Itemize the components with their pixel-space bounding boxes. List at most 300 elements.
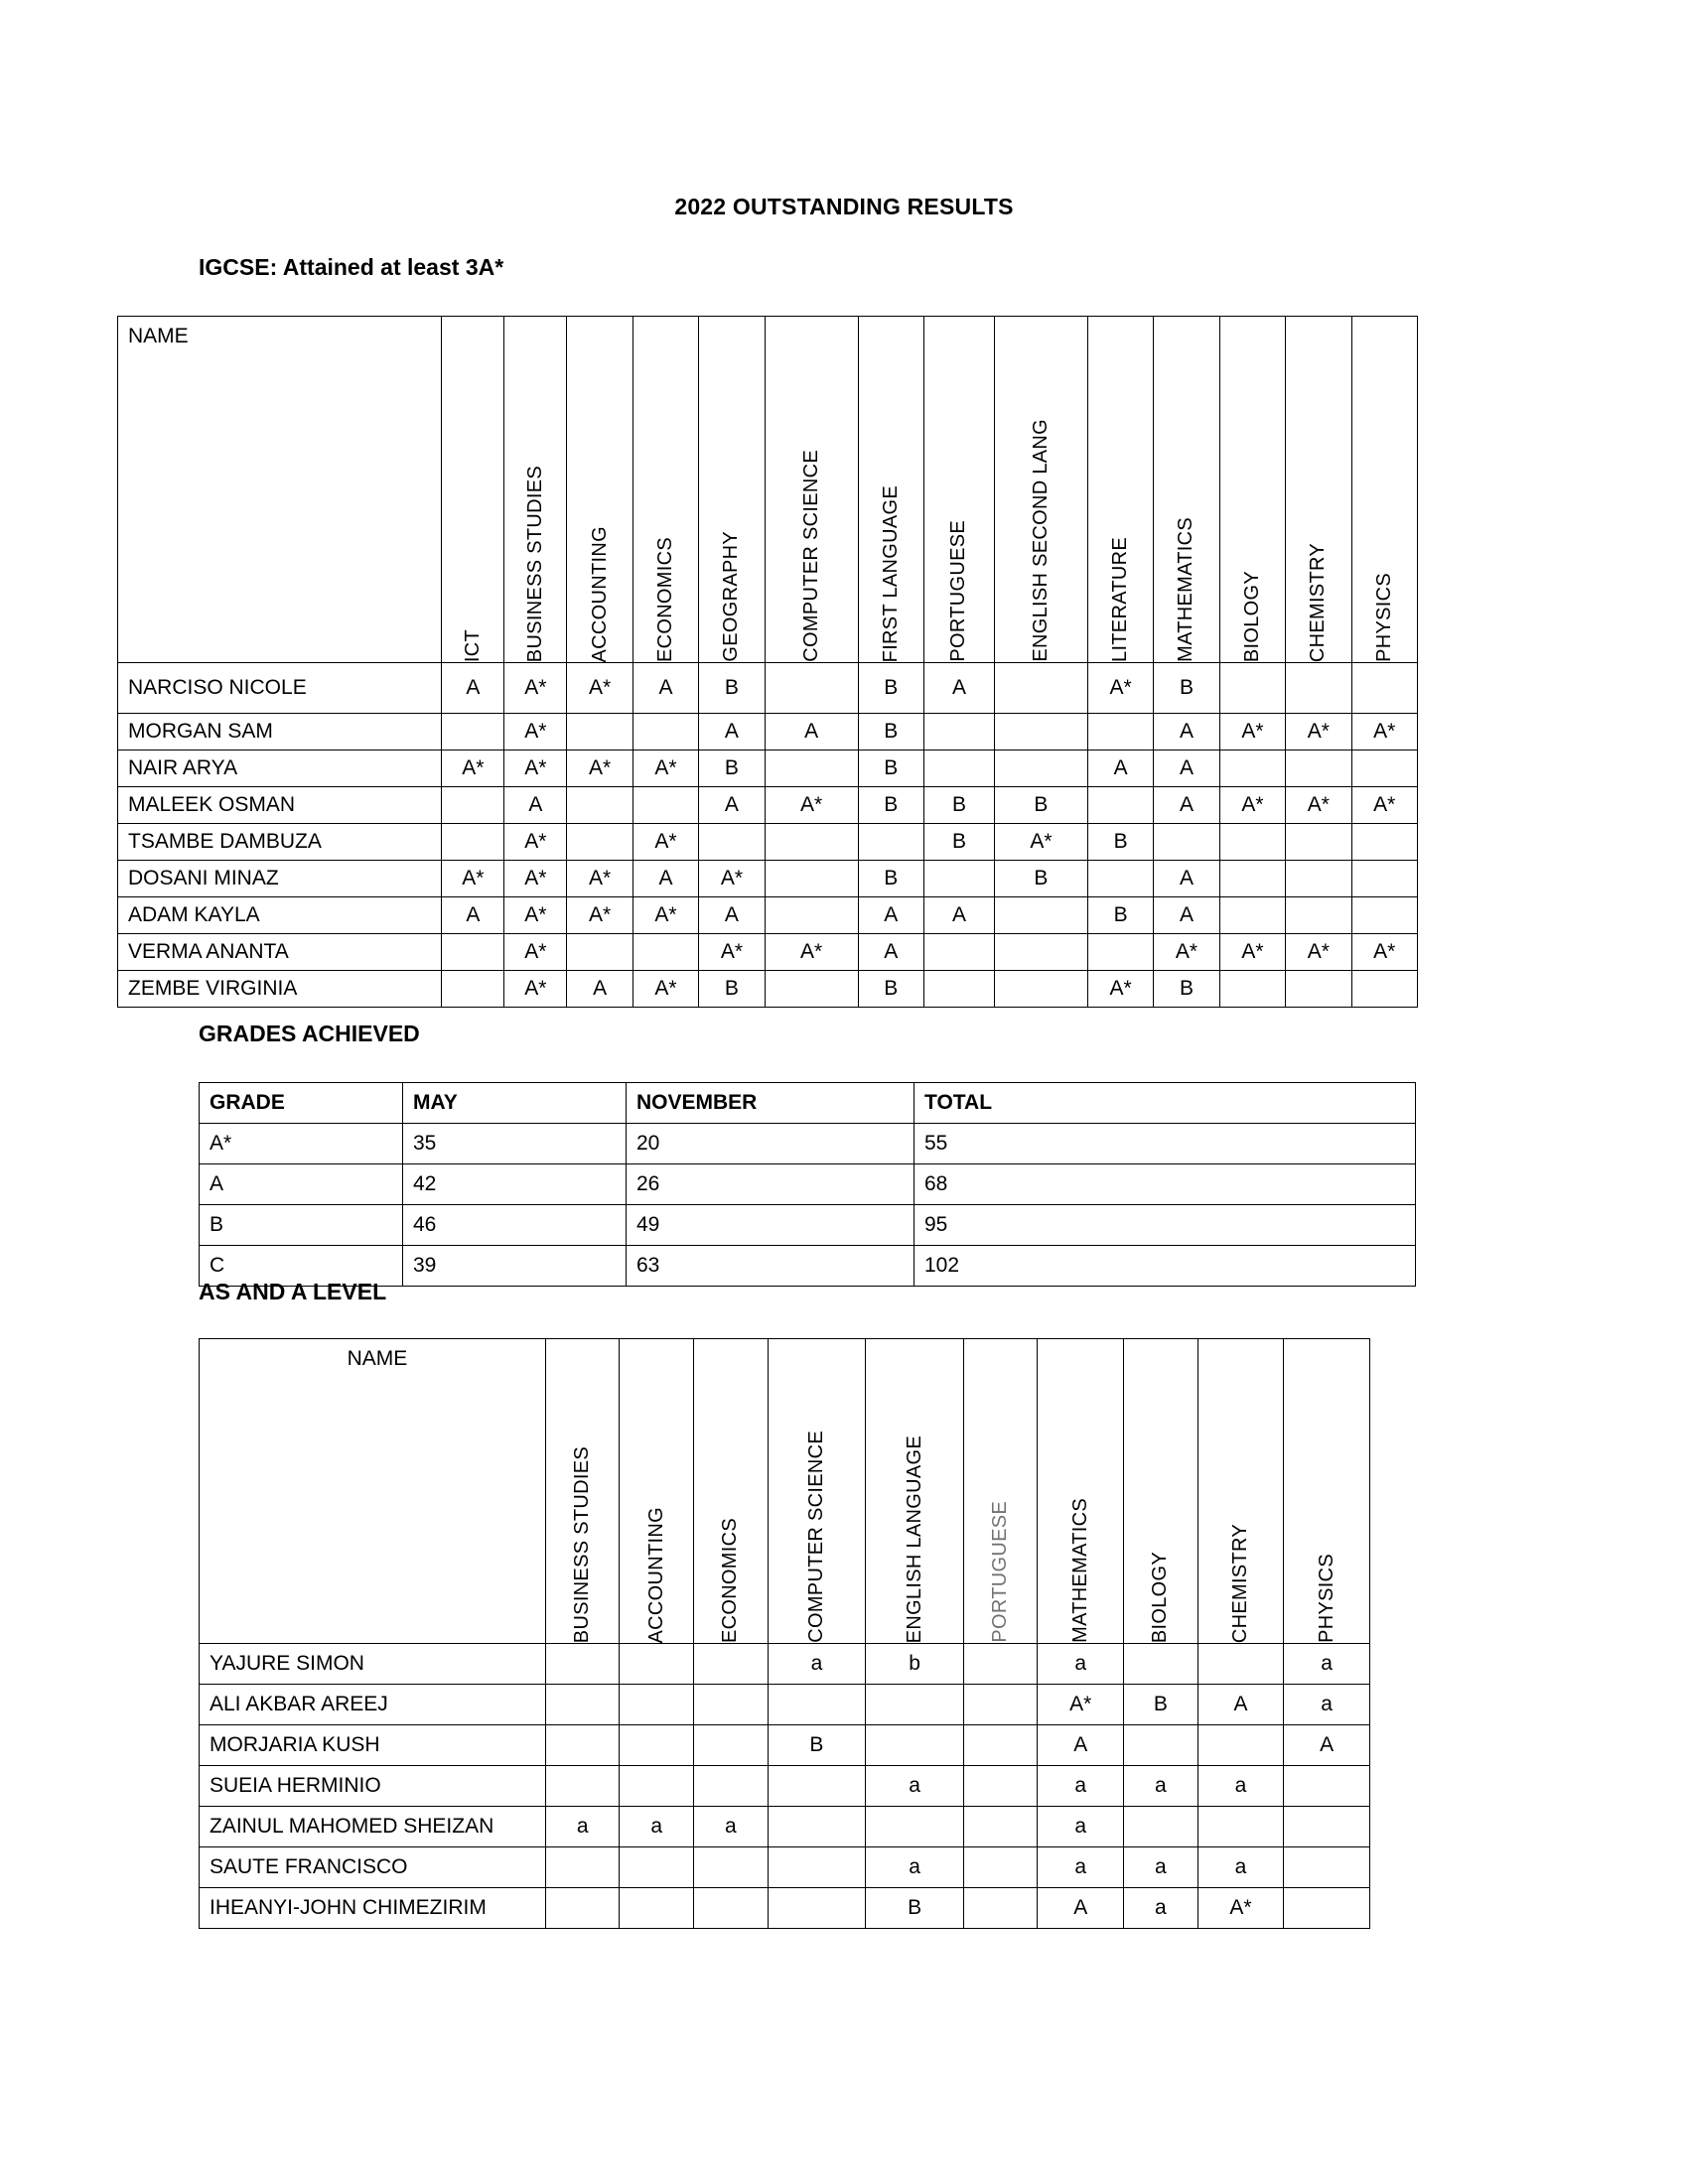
grade-cell	[1286, 971, 1351, 1008]
student-name: MORJARIA KUSH	[200, 1725, 546, 1766]
column-label: ACCOUNTING	[644, 1506, 667, 1643]
grade-cell: A*	[765, 934, 858, 971]
column-label: BIOLOGY	[1240, 570, 1263, 662]
grade-cell: A*	[633, 824, 698, 861]
igcse-col-header-physics	[1351, 317, 1417, 663]
grades-table-header	[200, 1083, 1416, 1124]
grade-cell: a	[1038, 1766, 1124, 1807]
grade-cell: A	[633, 861, 698, 897]
as-col-header-physics	[1284, 1339, 1370, 1644]
grade-cell: a	[545, 1807, 620, 1847]
grade-cell: A	[442, 663, 504, 714]
grade-cell	[866, 1807, 964, 1847]
grade-cell	[1351, 861, 1417, 897]
grade-cell: A*	[1286, 714, 1351, 751]
grade-cell	[1284, 1807, 1370, 1847]
grade-cell	[1351, 971, 1417, 1008]
grade-cell	[633, 934, 698, 971]
grade-cell: B	[923, 824, 994, 861]
grades-col-header-grade: GRADE	[200, 1083, 403, 1124]
grade-cell: A*	[994, 824, 1087, 861]
grade-cell: B	[858, 787, 923, 824]
grade-cell: A*	[504, 971, 567, 1008]
grade-cell: A*	[633, 751, 698, 787]
column-label: PORTUGUESE	[947, 520, 970, 662]
grade-cell	[1219, 824, 1285, 861]
grade-cell	[1124, 1725, 1198, 1766]
grade-cell	[694, 1847, 769, 1888]
grades-col-header-november: NOVEMBER	[627, 1083, 914, 1124]
grade-cell: A*	[765, 787, 858, 824]
grades-achieved-table	[199, 1082, 1416, 1287]
grade-cell	[1197, 1644, 1284, 1685]
grade-cell: A*	[1351, 714, 1417, 751]
grade-cell	[1286, 897, 1351, 934]
grade-cell: a	[768, 1644, 866, 1685]
student-name: MALEEK OSMAN	[118, 787, 442, 824]
grade-cell: a	[1284, 1644, 1370, 1685]
grade-cell: A	[1154, 787, 1219, 824]
grade-cell: A*	[633, 897, 698, 934]
grade-cell	[768, 1888, 866, 1929]
grade-cell: A	[1197, 1685, 1284, 1725]
grade-count: 42	[403, 1164, 627, 1205]
grade-cell	[1154, 824, 1219, 861]
grade-cell	[545, 1766, 620, 1807]
table-row	[200, 1205, 1416, 1246]
grade-cell	[1219, 751, 1285, 787]
grade-cell	[1197, 1807, 1284, 1847]
grade-cell: a	[1197, 1847, 1284, 1888]
grade-cell	[866, 1685, 964, 1725]
student-name: IHEANYI-JOHN CHIMEZIRIM	[200, 1888, 546, 1929]
grade-cell: A*	[1219, 934, 1285, 971]
grade-cell	[1284, 1847, 1370, 1888]
grade-cell	[620, 1725, 694, 1766]
grade-cell	[620, 1847, 694, 1888]
igcse-col-header-first-language	[858, 317, 923, 663]
grade-cell	[765, 751, 858, 787]
grade-count: 39	[403, 1246, 627, 1287]
igcse-table-header	[118, 317, 1418, 663]
grade-cell: A	[1154, 897, 1219, 934]
grade-cell	[1197, 1725, 1284, 1766]
column-label: ENGLISH SECOND LANG	[1029, 419, 1052, 662]
grade-cell: A*	[504, 824, 567, 861]
student-name: NAIR ARYA	[118, 751, 442, 787]
grade-cell	[963, 1644, 1038, 1685]
grade-cell: A*	[442, 861, 504, 897]
grade-count: 35	[403, 1124, 627, 1164]
grade-cell: A	[699, 714, 765, 751]
grade-cell	[923, 861, 994, 897]
grade-cell	[442, 824, 504, 861]
grade-cell: a	[620, 1807, 694, 1847]
grade-cell: A*	[504, 663, 567, 714]
table-row	[118, 787, 1418, 824]
table-row	[118, 934, 1418, 971]
grades-table-body	[200, 1124, 1416, 1287]
grade-cell	[1286, 861, 1351, 897]
grade-cell: A*	[1219, 714, 1285, 751]
table-row	[200, 1807, 1370, 1847]
column-label: ACCOUNTING	[588, 525, 611, 662]
grade-cell	[694, 1766, 769, 1807]
grade-cell: A*	[504, 751, 567, 787]
igcse-col-header-ict	[442, 317, 504, 663]
table-row	[200, 1888, 1370, 1929]
grade-cell: A	[1154, 861, 1219, 897]
grade-cell	[1286, 751, 1351, 787]
grade-cell: A	[1087, 751, 1153, 787]
grade-count: 55	[914, 1124, 1416, 1164]
grade-cell: a	[1124, 1888, 1198, 1929]
grade-cell	[1219, 663, 1285, 714]
grade-cell	[963, 1847, 1038, 1888]
table-row	[118, 861, 1418, 897]
grade-cell	[765, 663, 858, 714]
grade-cell	[545, 1685, 620, 1725]
student-name: MORGAN SAM	[118, 714, 442, 751]
student-name: VERMA ANANTA	[118, 934, 442, 971]
grade-cell	[1219, 971, 1285, 1008]
grade-cell	[1351, 751, 1417, 787]
student-name: ADAM KAYLA	[118, 897, 442, 934]
grade-cell: a	[1038, 1847, 1124, 1888]
grade-cell	[994, 934, 1087, 971]
grade-cell	[768, 1807, 866, 1847]
student-name: ZAINUL MAHOMED SHEIZAN	[200, 1807, 546, 1847]
table-row	[200, 1766, 1370, 1807]
grade-cell: B	[858, 971, 923, 1008]
grade-cell	[1286, 663, 1351, 714]
column-label: GEOGRAPHY	[720, 531, 743, 662]
grades-section-heading: GRADES ACHIEVED	[199, 1021, 420, 1046]
grade-cell	[567, 824, 633, 861]
igcse-results-table	[117, 316, 1418, 1008]
grade-cell: B	[858, 751, 923, 787]
grade-cell	[620, 1766, 694, 1807]
table-row	[200, 1847, 1370, 1888]
igcse-col-header-literature	[1087, 317, 1153, 663]
grade-cell	[633, 787, 698, 824]
grade-cell	[694, 1685, 769, 1725]
column-label: LITERATURE	[1109, 537, 1132, 662]
grade-cell: A*	[567, 861, 633, 897]
grade-cell	[994, 714, 1087, 751]
grade-cell	[442, 934, 504, 971]
column-label: PORTUGUESE	[989, 1501, 1012, 1643]
grade-cell: A	[633, 663, 698, 714]
grade-cell: B	[699, 663, 765, 714]
igcse-col-header-business-studies	[504, 317, 567, 663]
grade-cell: A*	[567, 897, 633, 934]
grade-cell: A*	[1087, 971, 1153, 1008]
grade-cell	[1219, 861, 1285, 897]
igcse-table-body	[118, 663, 1418, 1008]
as-col-header-biology	[1124, 1339, 1198, 1644]
grade-cell	[1284, 1888, 1370, 1929]
grade-cell	[1087, 861, 1153, 897]
grade-count: 68	[914, 1164, 1416, 1205]
grade-count: 20	[627, 1124, 914, 1164]
grade-cell	[545, 1888, 620, 1929]
column-label: COMPUTER SCIENCE	[804, 1431, 827, 1643]
grade-cell: B	[699, 751, 765, 787]
grade-cell: A*	[1038, 1685, 1124, 1725]
grade-cell	[1124, 1644, 1198, 1685]
grade-cell: B	[994, 787, 1087, 824]
grade-cell: B	[858, 663, 923, 714]
grade-cell: B	[1124, 1685, 1198, 1725]
grade-cell: a	[1284, 1685, 1370, 1725]
grade-cell: B	[994, 861, 1087, 897]
column-label: FIRST LANGUAGE	[879, 484, 902, 662]
table-row	[200, 1124, 1416, 1164]
column-label: BUSINESS STUDIES	[571, 1445, 594, 1643]
grade-count: 102	[914, 1246, 1416, 1287]
grade-cell	[994, 751, 1087, 787]
student-name: DOSANI MINAZ	[118, 861, 442, 897]
grade-cell	[963, 1685, 1038, 1725]
student-name: NARCISO NICOLE	[118, 663, 442, 714]
grade-label: A*	[200, 1124, 403, 1164]
grade-cell: A	[1154, 751, 1219, 787]
grade-cell	[633, 714, 698, 751]
igcse-col-header-portuguese	[923, 317, 994, 663]
as-col-header-english-language	[866, 1339, 964, 1644]
grade-cell	[963, 1888, 1038, 1929]
grade-cell: A*	[1197, 1888, 1284, 1929]
student-name: ZEMBE VIRGINIA	[118, 971, 442, 1008]
grade-cell: a	[694, 1807, 769, 1847]
grade-cell: A	[504, 787, 567, 824]
grade-cell	[1087, 714, 1153, 751]
student-name: YAJURE SIMON	[200, 1644, 546, 1685]
igcse-col-header-computer-science	[765, 317, 858, 663]
grade-cell	[963, 1725, 1038, 1766]
grade-cell	[1219, 897, 1285, 934]
as-col-header-portuguese	[963, 1339, 1038, 1644]
grade-cell: a	[866, 1766, 964, 1807]
grade-cell: a	[1124, 1847, 1198, 1888]
as-table-header	[200, 1339, 1370, 1644]
grade-cell	[545, 1847, 620, 1888]
grade-cell	[545, 1725, 620, 1766]
grade-cell: A*	[504, 934, 567, 971]
column-label: PHYSICS	[1315, 1554, 1337, 1643]
igcse-col-header-chemistry	[1286, 317, 1351, 663]
grade-cell	[765, 861, 858, 897]
grade-cell	[994, 971, 1087, 1008]
igcse-col-header-english-second-lang	[994, 317, 1087, 663]
grade-cell	[768, 1685, 866, 1725]
grade-cell	[442, 971, 504, 1008]
grade-cell: A	[442, 897, 504, 934]
table-row	[118, 714, 1418, 751]
as-col-header-business-studies	[545, 1339, 620, 1644]
grade-count: 26	[627, 1164, 914, 1205]
grade-cell: A	[1154, 714, 1219, 751]
grade-cell	[866, 1725, 964, 1766]
column-label: ICT	[461, 628, 484, 662]
grade-cell: A*	[504, 861, 567, 897]
grade-cell	[1284, 1766, 1370, 1807]
student-name: SUEIA HERMINIO	[200, 1766, 546, 1807]
grade-cell: A*	[442, 751, 504, 787]
table-row	[118, 663, 1418, 714]
grade-count: 95	[914, 1205, 1416, 1246]
grade-cell: B	[768, 1725, 866, 1766]
grade-cell	[765, 897, 858, 934]
grades-col-header-may: MAY	[403, 1083, 627, 1124]
grades-col-header-total: TOTAL	[914, 1083, 1416, 1124]
grade-cell	[699, 824, 765, 861]
grade-cell: A	[923, 897, 994, 934]
grade-cell	[1286, 824, 1351, 861]
grade-cell: A*	[633, 971, 698, 1008]
grade-cell: A*	[1154, 934, 1219, 971]
grade-cell	[545, 1644, 620, 1685]
grade-cell: A	[858, 897, 923, 934]
grade-cell: A*	[567, 751, 633, 787]
grade-cell: a	[1124, 1766, 1198, 1807]
grade-cell	[1087, 934, 1153, 971]
grade-cell: a	[1038, 1807, 1124, 1847]
grade-cell: A*	[1286, 934, 1351, 971]
grade-cell: B	[1087, 897, 1153, 934]
grade-cell	[1087, 787, 1153, 824]
as-level-section-heading: AS AND A LEVEL	[199, 1279, 387, 1304]
grade-cell	[765, 971, 858, 1008]
as-col-header-mathematics	[1038, 1339, 1124, 1644]
table-row	[200, 1685, 1370, 1725]
grade-cell	[768, 1766, 866, 1807]
as-col-header-chemistry	[1197, 1339, 1284, 1644]
student-name: ALI AKBAR AREEJ	[200, 1685, 546, 1725]
grade-cell: A	[699, 897, 765, 934]
as-name-header: NAME	[200, 1339, 546, 1644]
column-label: CHEMISTRY	[1307, 542, 1330, 662]
grade-cell: A	[1038, 1725, 1124, 1766]
table-row	[200, 1644, 1370, 1685]
grade-cell	[620, 1888, 694, 1929]
grade-cell: A	[699, 787, 765, 824]
grade-cell	[923, 751, 994, 787]
grade-cell: A*	[1351, 787, 1417, 824]
grade-label: B	[200, 1205, 403, 1246]
grade-cell: B	[1154, 971, 1219, 1008]
grade-cell	[442, 714, 504, 751]
as-col-header-economics	[694, 1339, 769, 1644]
grade-cell: A*	[1087, 663, 1153, 714]
column-label: MATHEMATICS	[1175, 517, 1197, 662]
grade-cell: B	[1154, 663, 1219, 714]
grade-cell	[994, 663, 1087, 714]
grade-cell	[963, 1807, 1038, 1847]
igcse-col-header-accounting	[567, 317, 633, 663]
grade-cell: A*	[699, 861, 765, 897]
grade-count: 46	[403, 1205, 627, 1246]
grade-cell: A*	[567, 663, 633, 714]
grade-cell	[1351, 897, 1417, 934]
grade-label: A	[200, 1164, 403, 1205]
page-title: 2022 OUTSTANDING RESULTS	[674, 194, 1014, 219]
grade-cell: A*	[1286, 787, 1351, 824]
grade-cell	[567, 934, 633, 971]
grade-cell	[1124, 1807, 1198, 1847]
table-row	[118, 897, 1418, 934]
column-label: COMPUTER SCIENCE	[799, 450, 822, 662]
table-row	[200, 1725, 1370, 1766]
grade-cell: b	[866, 1644, 964, 1685]
grade-cell: B	[1087, 824, 1153, 861]
grade-cell: A	[858, 934, 923, 971]
column-label: MATHEMATICS	[1068, 1498, 1091, 1643]
grade-cell: a	[1197, 1766, 1284, 1807]
as-a-level-results-table	[199, 1338, 1370, 1929]
grade-cell	[567, 787, 633, 824]
column-label: CHEMISTRY	[1228, 1523, 1251, 1643]
column-label: ECONOMICS	[653, 536, 676, 662]
grade-cell	[963, 1766, 1038, 1807]
grade-cell	[1351, 663, 1417, 714]
grade-cell	[567, 714, 633, 751]
grade-cell: A*	[504, 714, 567, 751]
igcse-col-header-geography	[699, 317, 765, 663]
grade-cell	[694, 1888, 769, 1929]
grade-cell: A*	[1219, 787, 1285, 824]
as-col-header-computer-science	[768, 1339, 866, 1644]
grade-cell: B	[858, 861, 923, 897]
igcse-section-heading: IGCSE: Attained at least 3A*	[199, 254, 504, 280]
grade-cell: A*	[504, 897, 567, 934]
grade-cell	[620, 1685, 694, 1725]
table-row	[200, 1164, 1416, 1205]
grade-cell: A	[1284, 1725, 1370, 1766]
grade-cell	[923, 934, 994, 971]
grade-cell	[994, 897, 1087, 934]
column-label: BIOLOGY	[1149, 1551, 1172, 1643]
igcse-col-header-biology	[1219, 317, 1285, 663]
grade-cell	[768, 1847, 866, 1888]
igcse-name-header: NAME	[118, 317, 442, 663]
grade-cell: A	[923, 663, 994, 714]
grade-cell	[620, 1644, 694, 1685]
grade-cell: a	[866, 1847, 964, 1888]
grade-cell: B	[858, 714, 923, 751]
table-row	[118, 751, 1418, 787]
grade-count: 63	[627, 1246, 914, 1287]
as-col-header-accounting	[620, 1339, 694, 1644]
column-label: PHYSICS	[1372, 573, 1395, 662]
table-row	[118, 824, 1418, 861]
grade-cell	[858, 824, 923, 861]
grade-cell	[923, 971, 994, 1008]
grade-cell: B	[923, 787, 994, 824]
column-label: ENGLISH LANGUAGE	[903, 1434, 925, 1643]
grade-cell: B	[699, 971, 765, 1008]
igcse-col-header-mathematics	[1154, 317, 1219, 663]
column-label: BUSINESS STUDIES	[523, 465, 546, 662]
grade-count: 49	[627, 1205, 914, 1246]
column-label: ECONOMICS	[719, 1517, 742, 1643]
as-table-body	[200, 1644, 1370, 1929]
table-row	[118, 971, 1418, 1008]
grade-cell: A	[567, 971, 633, 1008]
grade-cell: A*	[1351, 934, 1417, 971]
grade-cell	[694, 1644, 769, 1685]
